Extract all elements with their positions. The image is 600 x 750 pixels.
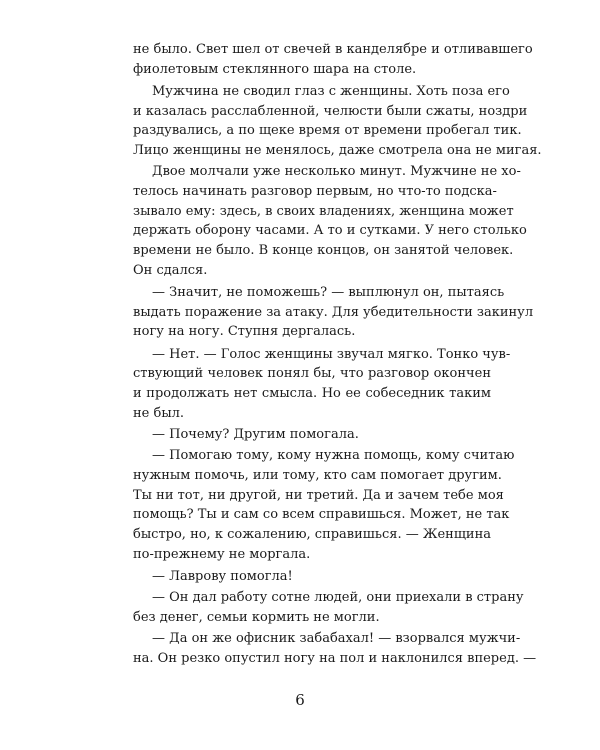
text-line: не было. Свет шел от свечей в канделябре и отливавшего: [133, 42, 533, 57]
text-line: Мужчина не сводил глаз с женщины. Хоть поза его: [152, 83, 510, 99]
text-line: Он сдался.: [133, 262, 208, 278]
text-line: — Лаврову помогла!: [152, 568, 293, 584]
text-line: быстро, но, к сожалению, справишься. — Женщина: [133, 527, 491, 542]
text-line: без денег, семьи кормить не могли.: [133, 609, 380, 625]
text-line: — Да он же офисник забабахал! — взорвался мужчи-: [152, 631, 521, 647]
text-line: — Помогаю тому, кому нужна помощь, кому считаю: [152, 448, 515, 464]
text-line: фиолетовым стеклянного шара на столе.: [133, 61, 417, 77]
page-number: 6: [295, 691, 305, 709]
text-line: выдать поражение за атаку. Для убедительности закинул: [133, 304, 534, 320]
text-line: и продолжать нет смысла. Но ее собеседник таким: [133, 385, 491, 401]
text-line: и казалась расслабленной, челюсти были сжаты, ноздри: [133, 103, 528, 119]
text-line: Двое молчали уже несколько минут. Мужчине не хо-: [152, 164, 521, 180]
text-line: — Почему? Другим помогала.: [152, 426, 359, 442]
text-line: — Значит, не поможешь? — выплюнул он, пытаясь: [152, 284, 505, 300]
text-line: ствующий человек понял бы, что разговор окончен: [133, 366, 491, 382]
text-line: телось начинать разговор первым, но что-то подска-: [133, 184, 497, 199]
text-line: раздувались, а по щеке время от времени пробегал тик.: [133, 123, 522, 139]
text-line: на. Он резко опустил ногу на пол и наклонился вперед. —: [133, 651, 537, 666]
text-line: нужным помочь, или тому, кто сам помогает другим.: [133, 468, 502, 483]
text-line: по-прежнему не моргала.: [133, 546, 311, 562]
text-line: помощь? Ты и сам со всем справишься. Может, не так: [133, 507, 510, 523]
text-line: времени не было. В конце концов, он занятой человек.: [133, 243, 514, 258]
text-line: не был.: [133, 405, 185, 421]
text-line: Ты ни тот, ни другой, ни третий. Да и зачем тебе моя: [133, 487, 504, 503]
text-line: — Он дал работу сотне людей, они приехали в страну: [152, 590, 524, 606]
text-line: держать оборону часами. А то и сутками. У него столько: [133, 223, 527, 239]
text-line: зывало ему: здесь, в своих владениях, женщина может: [133, 203, 514, 219]
text-line: Лицо женщины не менялось, даже смотрела она не мигая.: [133, 142, 542, 158]
text-line: ногу на ногу. Ступня дергалась.: [133, 324, 356, 340]
text-line: — Нет. — Голос женщины звучал мягко. Тонко чув-: [152, 346, 511, 362]
